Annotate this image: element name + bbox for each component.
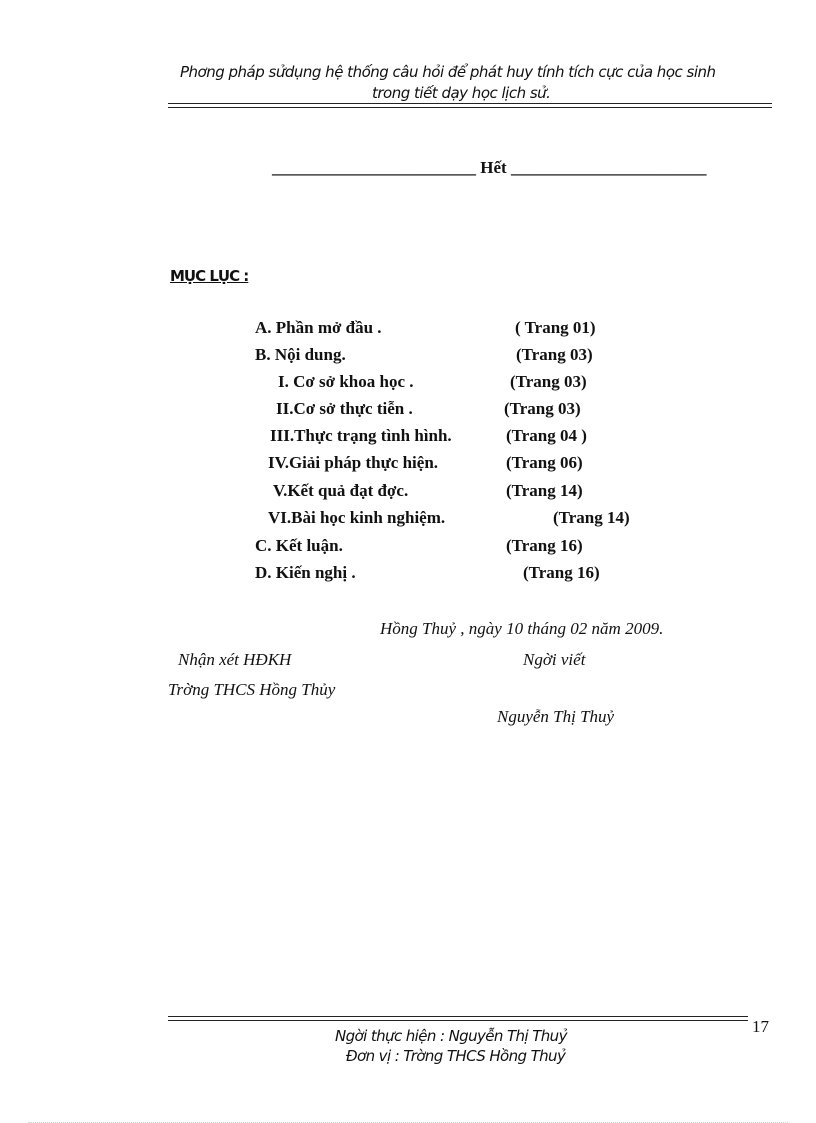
page-number: 17 xyxy=(752,1017,769,1036)
toc-item-page: (Trang 03) xyxy=(516,345,593,364)
footer-rule-lower xyxy=(168,1020,748,1021)
header-rule-lower xyxy=(168,107,772,108)
end-marker-right-rule: _______________________ xyxy=(510,158,707,177)
toc-heading: MỤC LỤC : xyxy=(170,267,249,285)
toc-item-page: (Trang 03) xyxy=(510,372,587,391)
toc-item-page: (Trang 14) xyxy=(553,508,630,527)
toc-item-label: IV.Giải pháp thực hiện. xyxy=(268,453,439,472)
toc-item-page: (Trang 04 ) xyxy=(506,426,587,445)
toc-item-page: (Trang 06) xyxy=(506,453,583,472)
writer-title: Ngời viết xyxy=(523,650,586,669)
header-title-line-2: trong tiết dạy học lịch sử. xyxy=(372,84,551,102)
toc-item-page: (Trang 03) xyxy=(504,399,581,418)
toc-item-label: II.Cơ sở thực tiễn . xyxy=(276,399,413,418)
toc-item-label: B. Nội dung. xyxy=(255,345,346,364)
toc-item-label: C. Kết luận. xyxy=(255,536,343,555)
writer-name: Nguyễn Thị Thuỷ xyxy=(497,707,615,726)
toc-item-label: III.Thực trạng tình hình. xyxy=(270,426,452,445)
end-marker-left-rule: ________________________ xyxy=(272,158,476,177)
end-marker-word: Hết xyxy=(480,158,507,177)
toc-item-label: D. Kiến nghị . xyxy=(255,563,356,582)
toc-item-label: A. Phần mở đầu . xyxy=(255,318,382,337)
school-name: Trờng THCS Hồng Thủy xyxy=(168,680,336,699)
toc-item-label: V.Kết quả đạt đợc. xyxy=(273,481,409,500)
footer-rule-upper xyxy=(168,1016,748,1017)
toc-item-page: (Trang 14) xyxy=(506,481,583,500)
footer-author: Ngời thực hiện : Nguyễn Thị Thuỷ xyxy=(335,1027,567,1045)
toc-item-label: VI.Bài học kinh nghiệm. xyxy=(268,508,446,527)
date-line: Hồng Thuỷ , ngày 10 tháng 02 năm 2009. xyxy=(380,619,664,638)
footer-unit: Đơn vị : Trờng THCS Hồng Thuỷ xyxy=(346,1047,566,1065)
toc-item-page: (Trang 16) xyxy=(506,536,583,555)
toc-item-page: (Trang 16) xyxy=(523,563,600,582)
header-title-line-1: Phơng pháp sửdụng hệ thống câu hỏi để phát huy tính tích cực của học sinh xyxy=(180,63,716,81)
end-marker xyxy=(272,158,706,178)
toc-item-page: ( Trang 01) xyxy=(515,318,596,337)
toc-item-label: I. Cơ sở khoa học . xyxy=(278,372,414,391)
header-rule-upper xyxy=(168,103,772,104)
reviewer-title: Nhận xét HĐKH xyxy=(178,650,292,669)
